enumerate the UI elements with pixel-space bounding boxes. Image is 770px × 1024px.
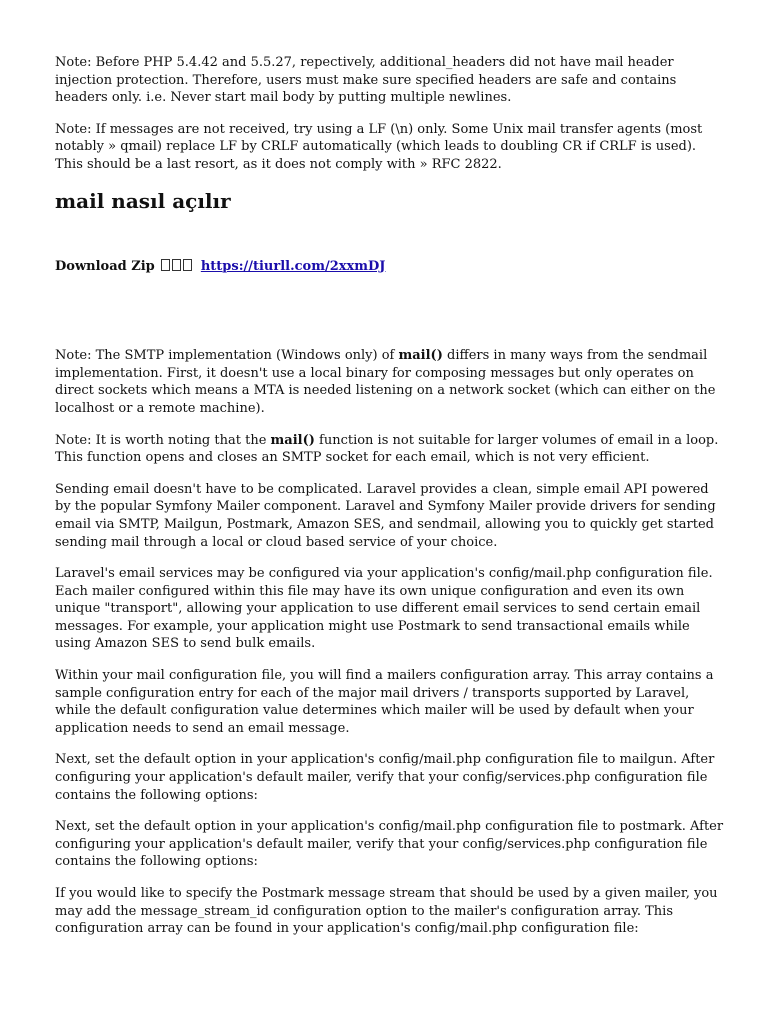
download-link[interactable]: https://tiurll.com/2xxmDJ xyxy=(200,258,386,274)
mailgun-paragraph: Next, set the default option in your application's config/mail.php configuration file to mailgun. After configuring your application's default mailer, verify that your config/services.php configuration file contains the following options: xyxy=(55,752,715,803)
php-headers-note: Note: Before PHP 5.4.42 and 5.5.27, repectively, additional_headers did not have mail header injection protection. Therefore, users must make sure specified headers are safe and contains headers only. i.e. Never start mail body by putting multiple newlines. xyxy=(55,55,677,106)
page-title: mail nasıl açılır xyxy=(55,188,231,213)
document-page xyxy=(55,54,725,952)
loop-note xyxy=(55,432,725,467)
smtp-note-before: Note: The SMTP implementation (Windows only) of xyxy=(55,348,399,364)
loop-note-after: function is not suitable for larger volumes of email in a loop. This function opens and closes an SMTP socket for each email, which is not very efficient. xyxy=(55,432,719,466)
loop-note-func: mail() xyxy=(270,432,315,448)
download-label: Download Zip xyxy=(55,258,155,274)
loop-note-before: Note: It is worth noting that the xyxy=(55,432,271,448)
laravel-intro-paragraph: Sending email doesn't have to be complicated. Laravel provides a clean, simple email API powered by the popular Symfony Mailer component. Laravel and Symfony Mailer provide drivers for sending email via SMTP, Mailgun, Postmark, Amazon SES, and sendmail, allowing you to quickly get started sending mail through a local or cloud based service of your choice. xyxy=(55,481,716,550)
message-stream-paragraph: If you would like to specify the Postmark message stream that should be used by a given mailer, you may add the message_stream_id configuration option to the mailer's configuration array. This configuration array can be found in your application's config/mail.php configuration file: xyxy=(55,886,718,937)
lf-note: Note: If messages are not received, try using a LF (\n) only. Some Unix mail transfer agents (most notably » qmail) replace LF by CRLF automatically (which leads to doubling CR if CRLF is used). This should be a last resort, as it does not comply with » RFC 2822. xyxy=(55,121,703,172)
smtp-note xyxy=(55,347,725,417)
smtp-note-after: differs in many ways from the sendmail implementation. First, it doesn't use a local binary for composing messages but only operates on direct sockets which means a MTA is needed listening on a network socket (which can either on the localhost or a remote machine). xyxy=(55,348,716,416)
postmark-paragraph: Next, set the default option in your application's config/mail.php configuration file to postmark. After configuring your application's default mailer, verify that your config/services.php configuration file contains the following options: xyxy=(55,819,724,870)
missing-glyph-icons xyxy=(161,258,194,276)
download-line xyxy=(55,258,725,276)
mail-config-paragraph: Laravel's email services may be configured via your application's config/mail.php configuration file. Each mailer configured within this file may have its own unique configuration and even its own unique "transport", allowing your application to use different email services to send certain email messages. For example, your application might use Postmark to send transactional emails while using Amazon SES to send bulk emails. xyxy=(55,566,713,652)
mailers-array-paragraph: Within your mail configuration file, you will find a mailers configuration array. This array contains a sample configuration entry for each of the major mail drivers / transports supported by Laravel, while the default configuration value determines which mailer will be used by default when your application needs to send an email message. xyxy=(55,668,714,736)
smtp-note-func: mail() xyxy=(398,348,443,364)
